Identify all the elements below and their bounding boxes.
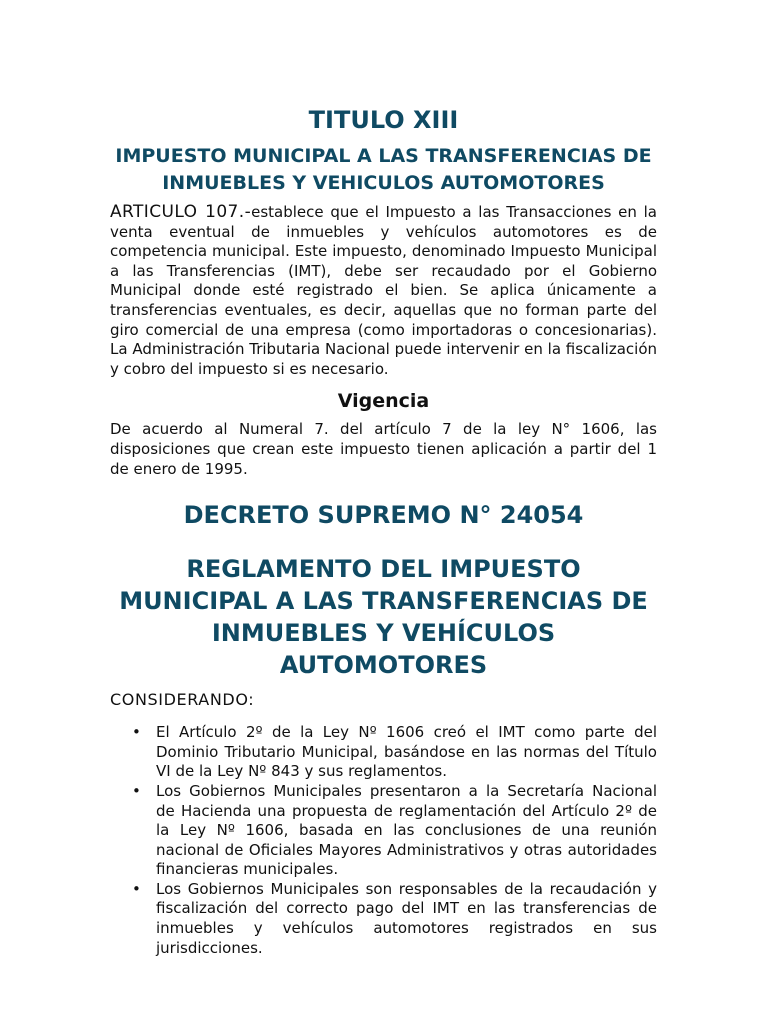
articulo-paragraph — [110, 203, 657, 379]
reglamento-heading: REGLAMENTO DEL IMPUESTO MUNICIPAL A LAS TRANSFERENCIAS DE INMUEBLES Y VEHÍCULOS AUTOMOTORES — [119, 555, 648, 680]
considerando-list — [110, 723, 657, 958]
bullet-icon: • — [132, 723, 141, 742]
list-item — [110, 782, 657, 880]
bullet-icon: • — [132, 879, 141, 898]
bullet-icon: • — [132, 781, 141, 800]
document-page — [110, 100, 657, 958]
section-subtitle: IMPUESTO MUNICIPAL A LAS TRANSFERENCIAS DE INMUEBLES Y VEHICULOS AUTOMOTORES — [115, 145, 652, 194]
considerando-label: CONSIDERANDO: — [110, 690, 255, 710]
articulo-label: ARTICULO 107.- — [110, 202, 252, 222]
vigencia-heading: Vigencia — [337, 390, 430, 413]
list-item-text: El Artículo 2º de la Ley Nº 1606 creó el IMT como parte del Dominio Tributario Municipal, basándose en las normas del Título VI de la Ley Nº 843 y sus reglamentos. — [156, 723, 657, 781]
decreto-heading: DECRETO SUPREMO N° 24054 — [183, 501, 584, 530]
page-title: TITULO XIII — [308, 106, 459, 134]
vigencia-paragraph: De acuerdo al Numeral 7. del artículo 7 de la ley N° 1606, las disposiciones que crean este impuesto tienen aplicación a partir del 1 de enero de 1995. — [110, 420, 657, 478]
list-item-text: Los Gobiernos Municipales presentaron a la Secretaría Nacional de Hacienda una propuesta de reglamentación del Artículo 2º de la Ley Nº 1606, basada en las conclusiones de una reunión nacional de Oficiales Mayores Administrativos y otras autoridades financieras municipales. — [156, 781, 657, 879]
articulo-text: establece que el Impuesto a las Transacciones en la venta eventual de inmuebles y vehículos automotores es de competencia municipal. Este impuesto, denominado Impuesto Municipal a las Transferencias (IMT), debe ser recaudado por el Gobierno Municipal donde esté registrado el bien. Se aplica únicamente a transferencias eventuales, es decir, aquellas que no forman parte del giro comercial de una empresa (como importadoras o concesionarias). La Administración Tributaria Nacional puede intervenir en la fiscalización y cobro del impuesto si es necesario. — [110, 203, 658, 378]
list-item-text: Los Gobiernos Municipales son responsables de la recaudación y fiscalización del correcto pago del IMT en las transferencias de inmuebles y vehículos automotores registrados en sus jurisdicciones. — [156, 879, 657, 957]
list-item — [110, 723, 657, 782]
list-item — [110, 880, 657, 958]
